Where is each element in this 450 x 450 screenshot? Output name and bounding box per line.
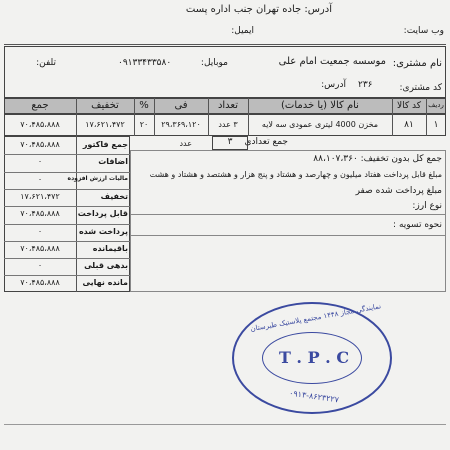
totals-value: ۷۰،۴۸۵،۸۸۸ <box>20 140 60 149</box>
company-stamp <box>232 302 392 414</box>
customer-name: موسسه جمعیت امام علی <box>278 56 386 67</box>
col-total-header: جمع <box>31 100 49 111</box>
count-label: جمع تعدادی <box>244 137 288 147</box>
totals-row-divider <box>4 189 130 190</box>
totals-label: اضافات <box>98 157 128 167</box>
paid-in-words: مبلغ پرداخت شده صفر <box>355 186 442 196</box>
company-address: آدرس: جاده تهران جنب اداره پست <box>185 4 332 15</box>
phone-label: تلفن: <box>36 58 56 68</box>
settlement-label: نحوه تسویه : <box>393 220 442 230</box>
totals-value: ۰ <box>37 157 43 167</box>
totals-row-divider <box>4 172 130 173</box>
col-divider <box>208 98 209 136</box>
row-number: ۱ <box>433 120 439 130</box>
totals-value: ۷۰،۴۸۵،۸۸۸ <box>20 209 60 219</box>
footer-divider <box>4 424 446 425</box>
row-discount: ۱۷،۶۲۱،۴۷۲ <box>85 120 125 129</box>
totals-label: مالیات ارزش افزوده <box>67 174 128 182</box>
totals-label: بدهی قبلی <box>84 261 128 271</box>
totals-row-divider <box>4 258 130 259</box>
col-divider <box>154 98 155 136</box>
col-pct-header: % <box>139 100 149 111</box>
customer-code: ۲۳۶ <box>358 80 373 90</box>
totals-value: ۰ <box>37 226 43 236</box>
stamp-arc-text: نمایندگی مجاز ۱۴۴۸ مجتمع پلاستیک طبرستان <box>249 302 382 334</box>
totals-value: ۱۷،۶۲۱،۴۷۲ <box>20 191 60 201</box>
totals-value: ۷۰،۴۸۵،۸۸۸ <box>20 243 60 253</box>
total-before-discount: جمع کل بدون تخفیف: ۸۸،۱۰۷،۳۶۰ <box>313 154 442 164</box>
totals-value: ۰ <box>37 174 43 184</box>
customer-box <box>4 46 446 98</box>
mobile-value: ۰۹۱۳۳۴۳۳۵۸۰ <box>118 58 172 68</box>
count-value: ۳ <box>227 137 233 147</box>
customer-address-label: آدرس: <box>321 80 346 90</box>
col-code-header: کد کالا <box>396 101 422 111</box>
totals-label: باقیمانده <box>92 243 128 253</box>
stamp-logo: T . P . C <box>278 348 350 367</box>
customer-name-label: نام مشتری: <box>392 58 442 69</box>
totals-row-divider <box>4 154 130 155</box>
mobile-label: موبایل: <box>200 58 228 68</box>
totals-label: جمع فاکتور <box>82 140 128 149</box>
col-qty-header: تعداد <box>217 100 239 111</box>
col-name-header: نام کالا (یا خدمات) <box>281 100 359 111</box>
col-discount-header: تخفیف <box>91 100 119 111</box>
email-label: ایمیل: <box>231 26 254 36</box>
col-divider <box>248 98 249 136</box>
header-divider <box>4 44 446 45</box>
totals-label: قابل پرداخت <box>77 209 128 219</box>
totals-label: مانده نهایی <box>82 278 128 288</box>
row-pct: ۲۰ <box>139 120 149 129</box>
col-divider <box>76 98 77 136</box>
website-label: وب سایت: <box>403 26 444 36</box>
totals-label: پرداخت شده <box>78 226 128 236</box>
row-code: ۸۱ <box>404 120 414 130</box>
payable-in-words: مبلغ قابل پرداخت هفتاد میلیون و چهارصد و هشتاد و پنج هزار و هشتصد و هشتاد و هشت <box>149 170 442 179</box>
customer-code-label: کد مشتری: <box>399 83 442 93</box>
col-row-header: ردیف <box>428 101 444 109</box>
totals-row-divider <box>4 275 130 276</box>
totals-label: تخفیف <box>100 191 128 201</box>
totals-row-divider <box>4 224 130 225</box>
row-item-name: مخزن 4000 لیتری عمودی سه لایه <box>261 120 379 129</box>
stamp-phone: ۰۹۱۳-۸۶۲۳۲۲۷ <box>288 388 340 405</box>
totals-value: ۰ <box>37 261 43 271</box>
col-price-header: فی <box>174 100 188 111</box>
row-price: ۲۹،۳۶۹،۱۲۰ <box>161 120 201 129</box>
totals-value: ۷۰،۴۸۵،۸۸۸ <box>20 278 60 288</box>
row-total: ۷۰،۴۸۵،۸۸۸ <box>20 120 60 129</box>
count-unit: عدد <box>179 139 192 148</box>
col-divider <box>134 98 135 136</box>
totals-row-divider <box>4 206 130 207</box>
currency-label: نوع ارز: <box>412 201 442 211</box>
col-divider <box>392 98 393 136</box>
row-qty: ۳ عدد <box>218 120 238 129</box>
col-divider <box>426 98 427 136</box>
totals-row-divider <box>4 241 130 242</box>
